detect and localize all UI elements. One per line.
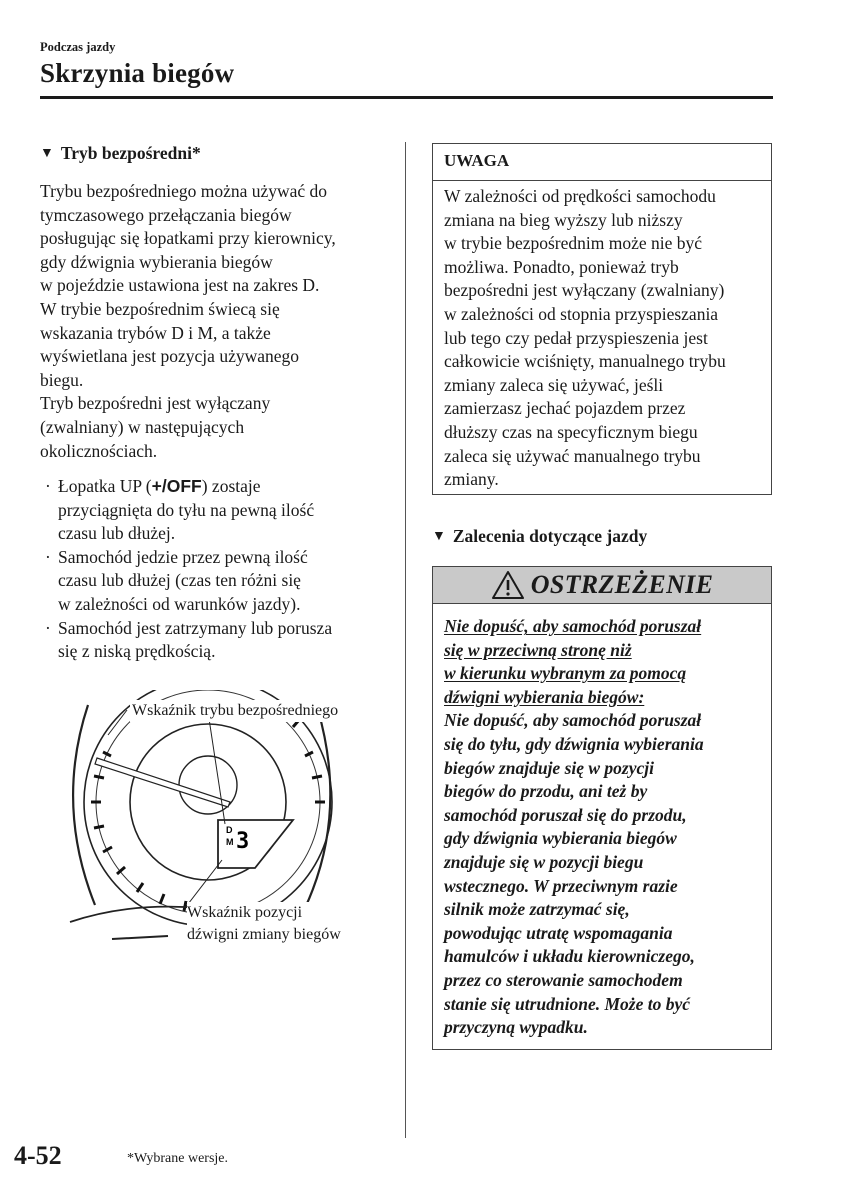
gear-position-digit: 3 [236,829,250,854]
mode-indicator-m: M [226,837,234,847]
direct-mode-heading [40,143,201,164]
direct-mode-indicator-label: Wskaźnik trybu bezpośredniego [130,700,340,722]
section-label: Podczas jazdy [40,40,116,54]
up-paddle-symbol: +/OFF [151,476,202,496]
bullet-text: Samochód jest zatrzymany lub porusza się z niską prędkością. [58,617,333,662]
dashboard-trim [70,907,200,922]
warning-box [432,566,772,1050]
triangle-down-icon: ▼ [432,528,446,544]
warning-summary: Nie dopuść, aby samochód poruszał się w przeciwną stronę niż w kierunku wybranym za pomocą dźwigni wybierania biegów: [444,616,702,707]
list-item [40,475,390,546]
leader-line-mode [208,712,225,824]
list-item [40,617,390,664]
page-number: 4-52 [14,1141,62,1170]
footnote: *Wybrane wersje. [127,1151,229,1166]
driving-tips-heading [432,526,647,547]
leader-line-mode-left [108,710,127,735]
bullet-text: Samochód jedzie przez pewną ilość czasu lub dłużej (czas ten różni się w zależności od warunków jazdy). [58,546,308,614]
gear-position-indicator-label: Wskaźnik pozycji dźwigni zmiany biegów [187,902,341,946]
page-title: Skrzynia biegów [40,58,235,88]
gauge-needle [95,758,230,807]
mode-indicator-d: D [226,825,233,835]
gauge-ticks [91,720,325,913]
warning-details: Nie dopuść, aby samochód poruszał się do tyłu, gdy dźwignia wybierania biegów znajduje się w pozycji biegów do przodu, ani też by samochód poruszał się do przodu, gdy dźwignia wybierania biegów znajduje się w pozycji biegu wstecznego. W przeciwnym razie silnik może zatrzymać się, powodując utratę wspomagania hamulców i układu kierowniczego, przez co sterowanie samochodem stanie się utrudnione. Może to być przyczyną wypadku. [444,710,704,1038]
triangle-down-icon: ▼ [40,145,54,161]
warning-header [433,567,771,604]
column-divider [405,142,406,1138]
bullet-text-continued: ) zostaje przyciągnięta do tyłu na pewną ilość czasu lub dłużej. [58,476,315,544]
bullet-text: Łopatka UP ( [58,476,152,496]
warning-title: OSTRZEŻENIE [530,570,714,599]
warning-triangle-icon [491,570,525,600]
release-conditions-list [40,475,390,664]
driving-tips-heading-text: Zalecenia dotyczące jazdy [452,526,648,546]
direct-mode-intro: Trybu bezpośredniego można używać do tymczasowego przełączania biegów posługując się łopatkami przy kierownicy, gdy dźwignia wybierania biegów w pojeździe ustawiona jest na zakres D. W trybie bezpośrednim świecą się wskazania trybów D i M, a także wyświetlana jest pozycja używanego biegu. Tryb bezpośredni jest wyłączany (zwalniany) w następujących okolicznościach. [40,181,336,461]
list-item [40,546,390,617]
dashboard-trim-lower [112,936,168,939]
housing-right-edge [305,710,330,908]
note-title: UWAGA [433,144,771,181]
note-box [432,143,772,495]
title-rule [40,96,773,99]
direct-mode-heading-text: Tryb bezpośredni* [60,143,201,163]
warning-text [444,615,770,1040]
note-text: W zależności od prędkości samochodu zmiana na bieg wyższy lub niższy w trybie bezpośrednim może nie być możliwa. Ponadto, ponieważ tryb bezpośredni jest wyłączany (zwalniany) w zależności od stopnia przyspieszania lub tego czy pedał przyspieszenia jest całkowicie wciśnięty, manualnego trybu zmiany zaleca się używać, jeśli zamierzasz jechać pojazdem przez dłuższy czas na specyficznym biegu zaleca się używać manualnego trybu zmiany. [444,186,726,490]
leader-line-gear [185,860,222,908]
